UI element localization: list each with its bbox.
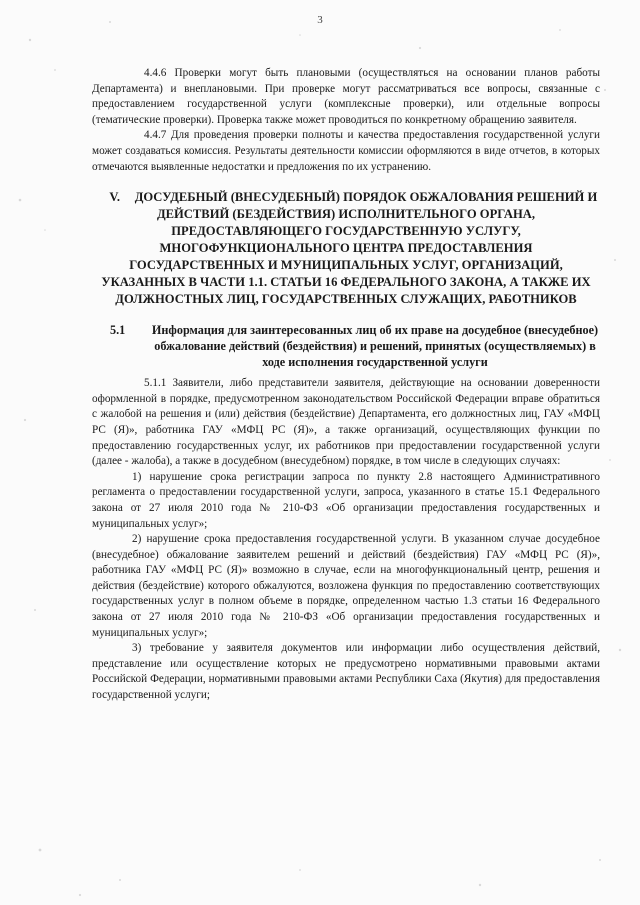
list-item: 2) нарушение срока предоставления государственной услуги. В указанном случае досудебное (внесудебное) обжалование заявителем решений и действий (бездействия) ГАУ «МФЦ РС (Я)», работника ГАУ «МФЦ РС (Я)» возможно в случае, если на многофункциональный центр, решения и действия (бездействие) которого обжалуются, возложена функция по предоставлению соответствующих государственных услуг в полном объеме в порядке, определенном частью 1.3 статьи 16 Федерального закона от 27 июля 2010 года № 210-ФЗ «Об организации предоставления государственных и муниципальных услуг»; xyxy=(92,533,600,639)
section-number: V. xyxy=(109,190,120,205)
paragraph-4-4-7: 4.4.7 Для проведения проверки полноты и качества предоставления государственной услуги может создаваться комиссия. Результаты деятельности комиссии оформляются в виде отчетов, в которых отмечаются выявленные недостатки и предложения по их устранению. xyxy=(92,129,600,173)
section-heading xyxy=(92,189,600,308)
paragraph-4-4-6: 4.4.6 Проверки могут быть плановыми (осуществляться на основании планов работы Департамента) и внеплановыми. При проверке могут рассматриваться все вопросы, связанные с предоставлением государственной услуги (комплексные проверки), или отдельные вопросы (тематические проверки). Проверка также может проводиться по конкретному обращению заявителя. xyxy=(92,67,600,126)
subsection-number: 5.1 xyxy=(110,323,126,338)
list-item: 3) требование у заявителя документов или информации либо осуществления действий, представление или осуществление которых не предусмотрено нормативными правовыми актами Российской Федерации, нормативными правовыми актами Республики Саха (Якутия) для предоставления государственной услуги; xyxy=(92,642,600,702)
subsection-title: Информация для заинтересованных лиц об их праве на досудебное (внесудебное) обжалование действий (бездействия) и решений, принятых (осуществляемых) в ходе исполнения государственной услуги xyxy=(151,323,599,370)
subsection-heading xyxy=(92,322,600,370)
paragraph-5-1-1: 5.1.1 Заявители, либо представители заявителя, действующие на основании доверенности оформленной в порядке, предусмотренном законодательством Российской Федерации вправе обратиться с жалобой на решения и (или) действия (бездействие) Департамента, его должностных лиц, ГАУ «МФЦ РС (Я)», работника ГАУ «МФЦ РС (Я)», а также организаций, осуществляющих функции по предоставлению государственных услуг, их работников при предоставлении государственной услуги (далее - жалоба), а также в досудебном (внесудебном) порядке, в том числе в следующих случаях: xyxy=(92,377,600,468)
section-title: ДОСУДЕБНЫЙ (ВНЕСУДЕБНЫЙ) ПОРЯДОК ОБЖАЛОВАНИЯ РЕШЕНИЙ И ДЕЙСТВИЙ (БЕЗДЕЙСТВИЯ) ИСПОЛНИТЕЛЬНОГО ОРГАНА, ПРЕДОСТАВЛЯЮЩЕГО ГОСУДАРСТВЕННУЮ УСЛУГУ, МНОГОФУНКЦИОНАЛЬНОГО ЦЕНТРА ПРЕДОСТАВЛЕНИЯ ГОСУДАРСТВЕННЫХ И МУНИЦИПАЛЬНЫХ УСЛУГ, ОРГАНИЗАЦИЙ, УКАЗАННЫХ В ЧАСТИ 1.1. СТАТЬИ 16 ФЕДЕРАЛЬНОГО ЗАКОНА, А ТАКЖЕ ИХ ДОЛЖНОСТНЫХ ЛИЦ, ГОСУДАРСТВЕННЫХ СЛУЖАЩИХ, РАБОТНИКОВ xyxy=(101,190,598,307)
page-number: 3 xyxy=(317,14,323,26)
list-item: 1) нарушение срока регистрации запроса по пункту 2.8 настоящего Административного регламента о предоставлении государственной услуги, запроса, указанного в статье 15.1 Федерального закона от 27 июля 2010 года № 210-ФЗ «Об организации предоставления государственных и муниципальных услуг»; xyxy=(92,470,600,530)
document-body xyxy=(92,66,600,704)
